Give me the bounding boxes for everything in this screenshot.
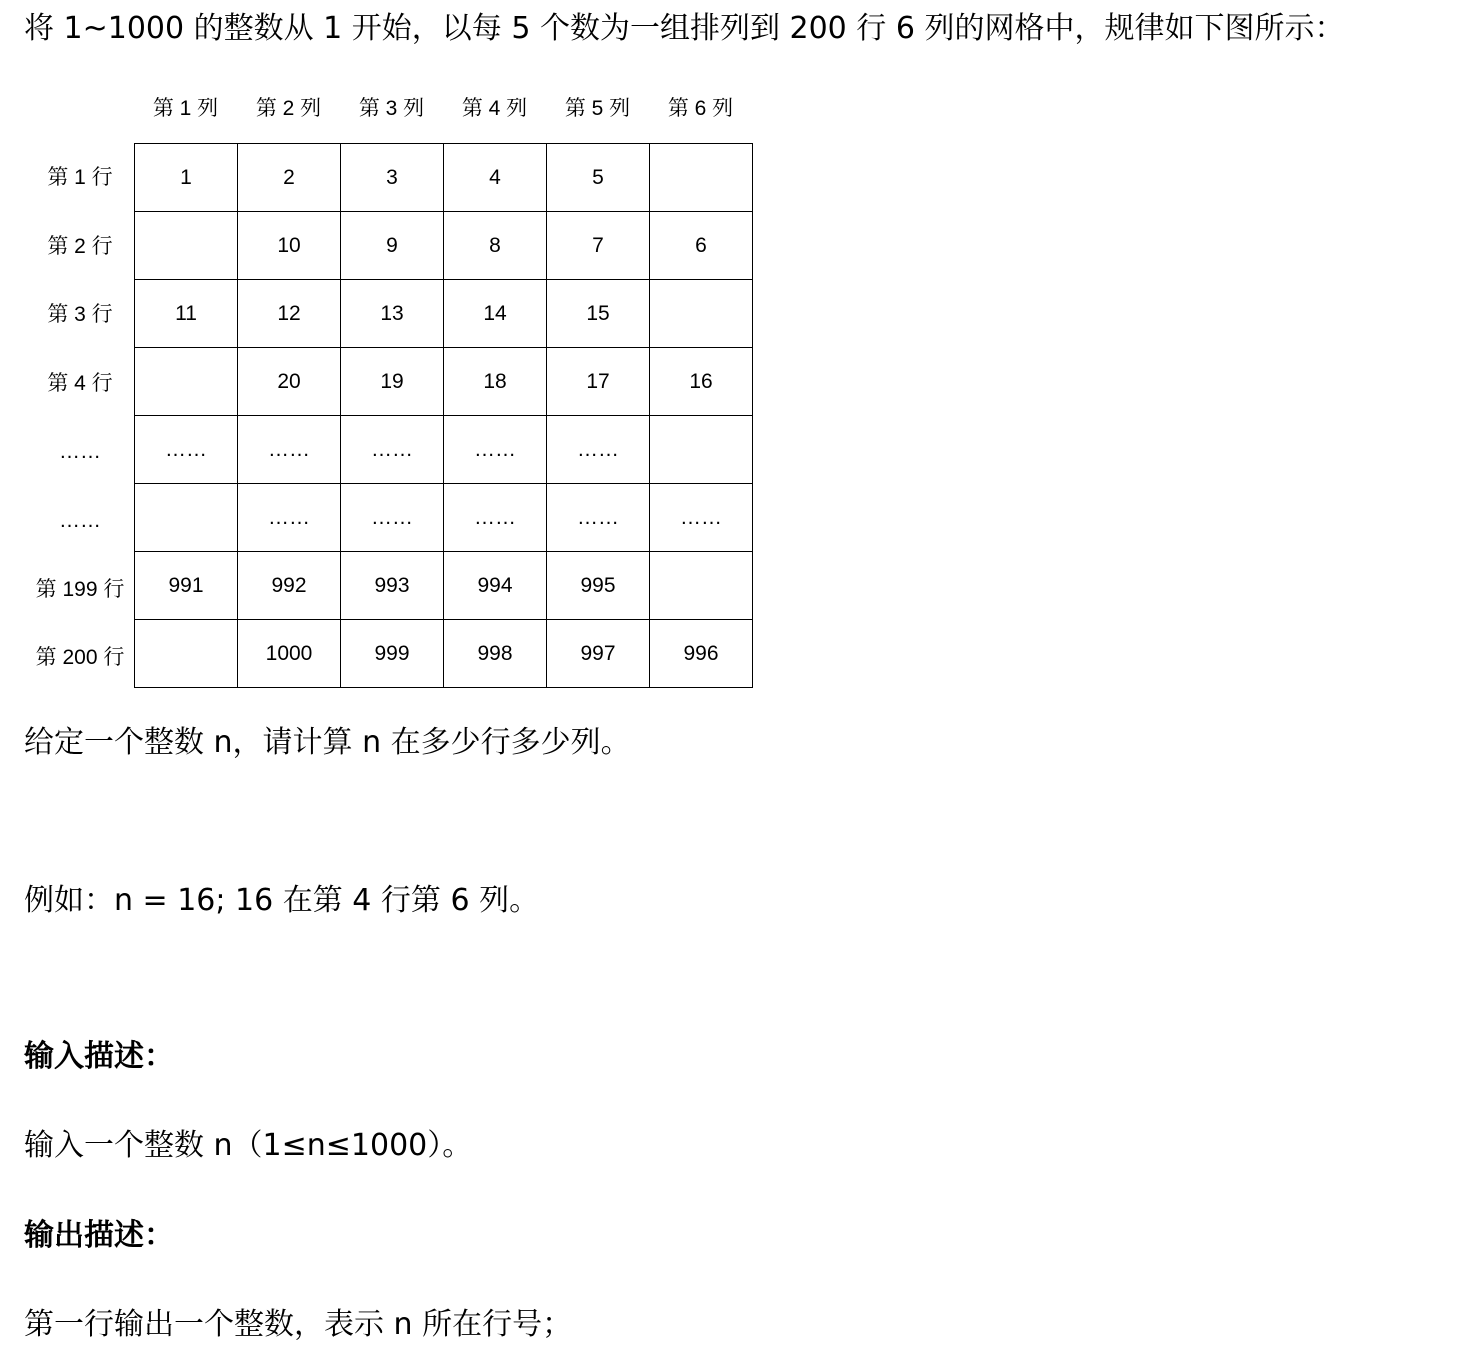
grid-cell: 5	[547, 144, 650, 212]
grid-cell: 3	[341, 144, 444, 212]
row-header: 第 3 行	[47, 303, 113, 327]
grid-cell: 9	[341, 212, 444, 280]
grid-cell: ……	[238, 416, 341, 484]
grid-cell: 18	[444, 348, 547, 416]
grid-cell: 997	[547, 620, 650, 688]
grid-row	[135, 416, 753, 484]
row-header: ……	[59, 440, 101, 464]
row-header: 第 200 行	[35, 646, 125, 670]
column-header: 第 1 列	[152, 97, 219, 120]
grid-cell: 17	[547, 348, 650, 416]
grid-cell: 4	[444, 144, 547, 212]
grid-row	[135, 280, 753, 348]
row-header: 第 1 行	[47, 166, 113, 189]
grid-cell: 1000	[238, 620, 341, 688]
grid-cell: 996	[650, 620, 753, 688]
grid-cell: ……	[650, 484, 753, 552]
column-header: 第 2 列	[255, 97, 322, 120]
grid-row	[135, 552, 753, 620]
grid-cell	[135, 348, 238, 416]
grid-cell: 992	[238, 552, 341, 620]
column-header: 第 6 列	[667, 97, 734, 120]
grid-row	[135, 484, 753, 552]
column-header: 第 5 列	[564, 97, 631, 120]
grid-cell: 998	[444, 620, 547, 688]
row-header: ……	[59, 509, 101, 532]
grid-cell: 11	[135, 280, 238, 348]
grid-cell: 994	[444, 552, 547, 620]
grid-cell: ……	[444, 416, 547, 484]
grid-figure	[30, 88, 760, 698]
grid-cell: 991	[135, 552, 238, 620]
grid-cell: 7	[547, 212, 650, 280]
grid-cell: 19	[341, 348, 444, 416]
input-heading: 输入描述：	[24, 1039, 174, 1074]
number-grid	[134, 143, 753, 688]
grid-cell: ……	[341, 484, 444, 552]
row-header: 第 4 行	[47, 371, 113, 395]
grid-row	[135, 144, 753, 212]
column-header: 第 4 列	[461, 97, 528, 120]
grid-cell: 14	[444, 280, 547, 348]
grid-cell: 15	[547, 280, 650, 348]
intro-text: 将 1~1000 的整数从 1 开始，以每 5 个数为一组排列到 200 行 6 列的网格中，规律如下图所示：	[24, 11, 1345, 46]
grid-cell: 993	[341, 552, 444, 620]
grid-cell	[135, 620, 238, 688]
grid-cell: ……	[547, 416, 650, 484]
output-description: 第一行输出一个整数，表示 n 所在行号；	[24, 1307, 573, 1342]
grid-cell: ……	[135, 416, 238, 484]
row-header: 第 2 行	[47, 234, 113, 258]
row-header: 第 199 行	[35, 577, 125, 601]
grid-cell: ……	[238, 484, 341, 552]
grid-cell: 20	[238, 348, 341, 416]
grid-row	[135, 212, 753, 280]
grid-cell: 1	[135, 144, 238, 212]
grid-cell: 2	[238, 144, 341, 212]
grid-cell: 16	[650, 348, 753, 416]
grid-cell: ……	[444, 484, 547, 552]
input-description: 输入一个整数 n（1≤n≤1000）。	[24, 1128, 473, 1163]
grid-cell	[650, 144, 753, 212]
grid-cell: 999	[341, 620, 444, 688]
question-text: 给定一个整数 n，请计算 n 在多少行多少列。	[24, 725, 631, 760]
grid-cell: 13	[341, 280, 444, 348]
output-heading: 输出描述：	[24, 1218, 174, 1253]
column-header: 第 3 列	[358, 97, 425, 120]
example-text: 例如：n = 16; 16 在第 4 行第 6 列。	[24, 883, 540, 918]
grid-cell: ……	[547, 484, 650, 552]
grid-cell	[135, 212, 238, 280]
grid-cell: 10	[238, 212, 341, 280]
grid-row	[135, 348, 753, 416]
grid-cell: 8	[444, 212, 547, 280]
grid-cell: 6	[650, 212, 753, 280]
grid-cell: ……	[341, 416, 444, 484]
grid-cell: 995	[547, 552, 650, 620]
grid-cell	[650, 552, 753, 620]
grid-cell	[650, 280, 753, 348]
grid-cell	[650, 416, 753, 484]
grid-cell	[135, 484, 238, 552]
grid-row	[135, 620, 753, 688]
grid-cell: 12	[238, 280, 341, 348]
